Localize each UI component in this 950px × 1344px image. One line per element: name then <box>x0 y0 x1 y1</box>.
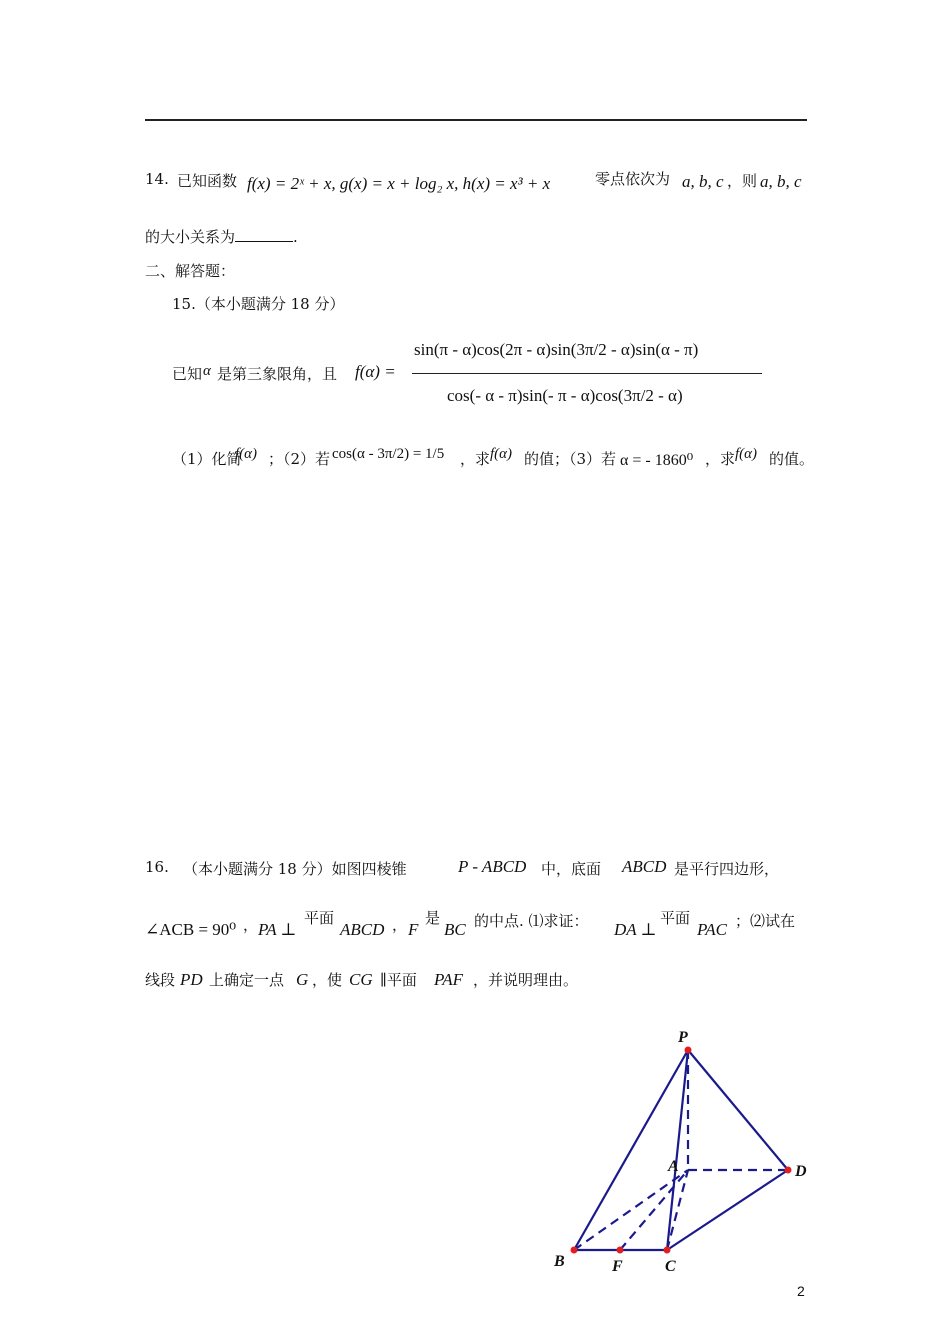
q15-given-lead: 已知 <box>172 365 203 383</box>
page-number: 2 <box>797 1283 805 1299</box>
q15-cond2: cos(α - 3π/2) = 1/5 <box>332 446 445 462</box>
edge-pd <box>688 1050 788 1170</box>
q14-vars2: a, b, c <box>760 172 802 191</box>
label-d: D <box>795 1163 807 1180</box>
label-b: B <box>554 1253 565 1270</box>
q16-base: ABCD <box>622 857 667 876</box>
answer-blank[interactable] <box>235 227 293 242</box>
q16-comma2: ， <box>392 916 408 934</box>
pyramid-figure <box>540 1020 830 1280</box>
label-f: F <box>612 1258 623 1275</box>
q16-mid3: 的中点. ⑴求证： <box>474 912 589 930</box>
q15-cond3: α = - 1860⁰ <box>620 452 694 469</box>
q15-part3c: 的值。 <box>769 450 815 468</box>
q16-parallel: ∥平面 <box>380 971 417 989</box>
q15-fraction-bar <box>412 373 762 374</box>
q16-is: 是 <box>425 909 441 927</box>
q15-f3: f(α) <box>735 446 758 462</box>
q14-line2-text: 的大小关系为 <box>145 228 236 246</box>
q15-given-mid: 是第三象限角，且 <box>217 365 338 383</box>
q16-pd: PD <box>180 970 203 989</box>
label-c: C <box>665 1258 676 1275</box>
q16-pyramid: P - ABCD <box>458 857 527 876</box>
q15-part3b: ，求 <box>705 450 736 468</box>
q16-f: F <box>408 920 419 939</box>
q16-line3a: 线段 <box>145 971 176 989</box>
q16-mid2: 是平行四边形， <box>674 860 780 878</box>
q16-line3b: 上确定一点 <box>209 971 285 989</box>
q14-number: 14. <box>145 170 169 188</box>
q16-header: （本小题满分 18 分）如图四棱锥 <box>183 860 407 878</box>
q14-line2 <box>145 226 298 247</box>
edge-cd <box>667 1170 788 1250</box>
q16-g: G <box>296 970 309 989</box>
q15-f1: f(α) <box>235 446 258 462</box>
point-p <box>685 1047 692 1054</box>
q16-cg: CG <box>349 970 373 989</box>
q16-mid1: 中，底面 <box>541 860 602 878</box>
q14-end: . <box>293 228 298 246</box>
q15-part2c: 的值；（3）若 <box>524 450 617 468</box>
q15-denominator: cos(- α - π)sin(- π - α)cos(3π/2 - α) <box>447 386 683 405</box>
q16-plane2: 平面 <box>660 909 691 927</box>
q14-lead: 已知函数 <box>177 172 238 190</box>
q16-comma1: ， <box>243 916 259 934</box>
point-d <box>785 1167 792 1174</box>
q15-part2b: ，求 <box>460 450 491 468</box>
q15-f2: f(α) <box>490 446 513 462</box>
q14-formula: f(x) = 2ˣ + x, g(x) = x + log₂ x, h(x) = x³ + x <box>247 174 551 193</box>
q16-number: 16. <box>145 858 169 876</box>
point-b <box>571 1247 578 1254</box>
q15-alpha: α <box>203 363 211 379</box>
q15-part2: ；（2）若 <box>268 450 331 468</box>
q16-da: DA ⊥ <box>614 920 657 939</box>
q16-pac: PAC <box>697 920 727 939</box>
q14-then: ，则 <box>727 172 758 190</box>
label-a: A <box>668 1158 679 1175</box>
q16-mid4: ；⑵试在 <box>735 912 796 930</box>
q16-pa: PA ⊥ <box>258 920 297 939</box>
q16-abcd2: ABCD <box>340 920 385 939</box>
point-c <box>664 1247 671 1254</box>
q15-f-alpha: f(α) = <box>355 362 396 381</box>
q15-numerator: sin(π - α)cos(2π - α)sin(3π/2 - α)sin(α - π) <box>414 340 699 359</box>
label-p: P <box>678 1029 688 1046</box>
q16-line3c: ，使 <box>312 971 343 989</box>
q16-angle: ∠ACB = 90⁰ <box>145 920 237 939</box>
q14-mid: 零点依次为 <box>595 170 671 188</box>
q15-part1: （1）化简 <box>172 450 242 468</box>
q16-bc: BC <box>444 920 466 939</box>
q14-vars1: a, b, c <box>682 172 724 191</box>
q16-line3d: ，并说明理由。 <box>473 971 579 989</box>
q16-paf: PAF <box>434 970 463 989</box>
section-heading: 二、解答题： <box>145 262 236 280</box>
header-rule <box>145 119 807 121</box>
q16-plane1: 平面 <box>304 909 335 927</box>
q15-header: 15.（本小题满分 18 分） <box>172 295 345 313</box>
point-f <box>617 1247 624 1254</box>
